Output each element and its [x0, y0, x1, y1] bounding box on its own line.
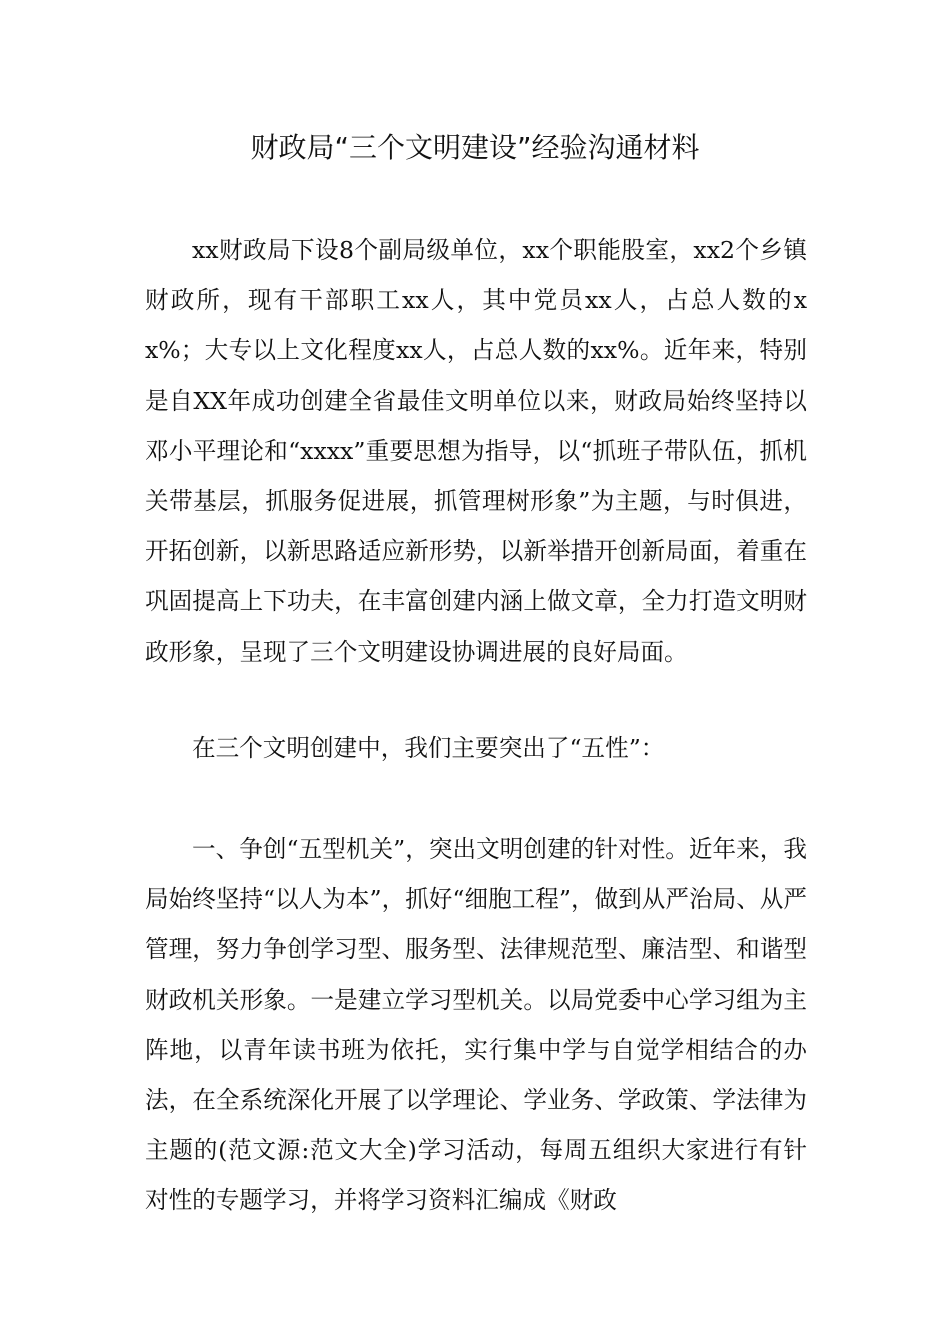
body-paragraph-section-one: 一、争创“五型机关”，突出文明创建的针对性。近年来，我局始终坚持“以人为本”，抓好“细胞工程”，做到从严治局、从严管理，努力争创学习型、服务型、法律规范型、廉洁型、和谐型财政机关形象。一是建立学习型机关。以局党委中心学习组为主阵地，以青年读书班为依托，实行集中学与自觉学相结合的办法，在全系统深化开展了以学理论、学业务、学政策、学法律为主题的(范文源:范文大全)学习活动，每周五组织大家进行有针对性的专题学习，并将学习资料汇编成《财政	[145, 835, 807, 1215]
body-paragraph-five-features: 在三个文明创建中，我们主要突出了“五性”：	[192, 734, 665, 762]
document-title: 财政局“三个文明建设”经验沟通材料	[250, 131, 700, 164]
body-paragraph-intro: xx财政局下设8个副局级单位，xx个职能股室，xx2个乡镇财政所，现有干部职工xx人，其中党员xx人，占总人数的xx%；大专以上文化程度xx人，占总人数的xx%。近年来，特别是自XX年成功创建全省最佳文明单位以来，财政局始终坚持以邓小平理论和“xxxx”重要思想为指导，以“抓班子带队伍，抓机关带基层，抓服务促进展，抓管理树形象”为主题，与时俱进，开拓创新，以新思路适应新形势，以新举措开创新局面，着重在巩固提高上下功夫，在丰富创建内涵上做文章，全力打造文明财政形象，呈现了三个文明建设协调进展的良好局面。	[145, 236, 807, 666]
